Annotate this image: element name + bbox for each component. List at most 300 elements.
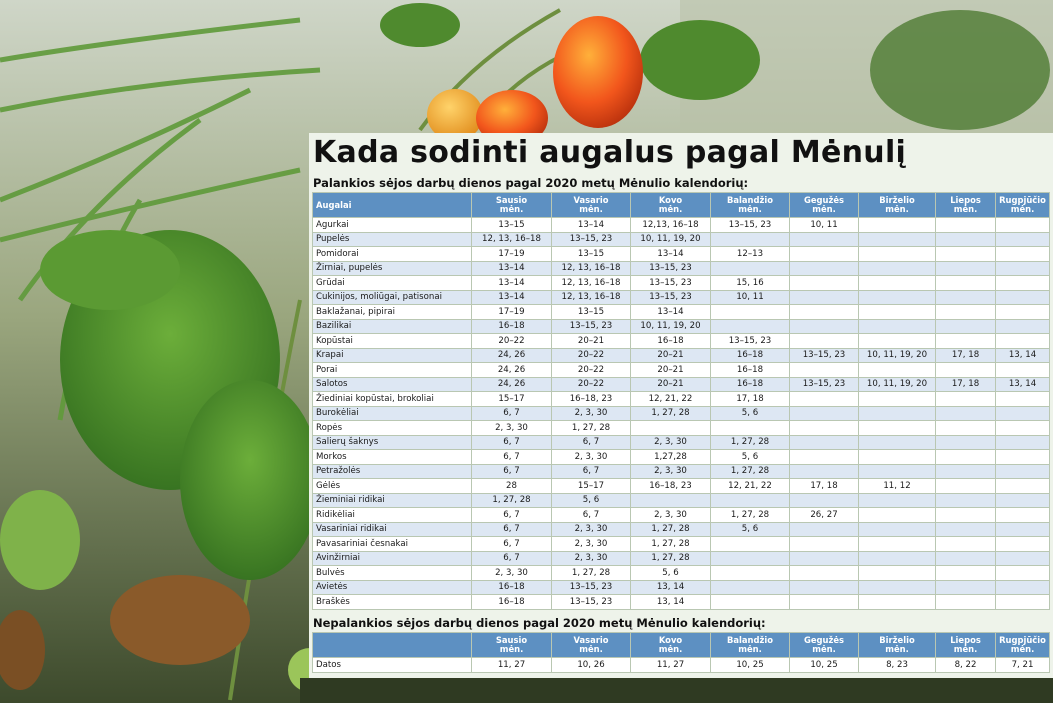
days-cell: 16–18 — [472, 595, 552, 610]
days-cell — [790, 493, 859, 508]
days-cell — [711, 566, 790, 581]
planting-calendar-poster — [309, 133, 1053, 678]
days-cell — [631, 421, 711, 436]
days-cell: 7, 21 — [996, 658, 1050, 673]
days-cell — [996, 232, 1050, 247]
days-cell — [996, 218, 1050, 233]
days-cell — [711, 537, 790, 552]
days-cell — [859, 450, 936, 465]
days-cell: 6, 7 — [472, 537, 552, 552]
days-cell: 1, 27, 28 — [472, 493, 552, 508]
days-cell — [859, 247, 936, 262]
plant-name-cell: Salierų šaknys — [313, 435, 472, 450]
days-cell — [711, 551, 790, 566]
days-cell — [859, 334, 936, 349]
plant-name-cell: Bulvės — [313, 566, 472, 581]
days-cell — [859, 551, 936, 566]
plant-name-cell: Morkos — [313, 450, 472, 465]
days-cell — [859, 537, 936, 552]
days-cell: 13–15, 23 — [631, 261, 711, 276]
days-cell: 20–22 — [552, 348, 631, 363]
days-cell — [790, 392, 859, 407]
days-cell — [859, 319, 936, 334]
table-row — [313, 435, 1050, 450]
days-cell — [936, 305, 996, 320]
days-cell: 12, 13, 16–18 — [552, 290, 631, 305]
days-cell: 1, 27, 28 — [711, 464, 790, 479]
days-cell: 13–15, 23 — [711, 334, 790, 349]
table-row — [313, 537, 1050, 552]
days-cell: 24, 26 — [472, 348, 552, 363]
days-cell — [631, 493, 711, 508]
days-cell — [996, 392, 1050, 407]
days-cell: 8, 23 — [859, 658, 936, 673]
days-cell: 6, 7 — [552, 435, 631, 450]
days-cell: 2, 3, 30 — [552, 551, 631, 566]
days-cell — [711, 261, 790, 276]
days-cell — [790, 232, 859, 247]
days-cell — [996, 363, 1050, 378]
days-cell — [859, 522, 936, 537]
days-cell: 13, 14 — [631, 580, 711, 595]
days-cell — [936, 247, 996, 262]
days-cell — [790, 261, 859, 276]
days-cell — [859, 406, 936, 421]
days-cell: 26, 27 — [790, 508, 859, 523]
days-cell: 6, 7 — [472, 435, 552, 450]
days-cell — [790, 421, 859, 436]
table-row — [313, 551, 1050, 566]
plant-name-cell: Salotos — [313, 377, 472, 392]
days-cell: 20–21 — [631, 348, 711, 363]
days-cell: 6, 7 — [552, 508, 631, 523]
days-cell: 10, 11, 19, 20 — [859, 377, 936, 392]
days-cell: 6, 7 — [472, 464, 552, 479]
table-row — [313, 406, 1050, 421]
column-header: Kovo mėn. — [631, 193, 711, 218]
days-cell — [790, 247, 859, 262]
plant-name-cell: Pavasariniai česnakai — [313, 537, 472, 552]
table-row — [313, 363, 1050, 378]
days-cell: 1, 27, 28 — [631, 522, 711, 537]
days-cell: 10, 26 — [552, 658, 631, 673]
days-cell: 13–15, 23 — [711, 218, 790, 233]
plant-name-cell: Pupelės — [313, 232, 472, 247]
days-cell — [711, 305, 790, 320]
days-cell — [790, 450, 859, 465]
plant-name-cell: Braškės — [313, 595, 472, 610]
days-cell: 2, 3, 30 — [472, 566, 552, 581]
days-cell — [996, 522, 1050, 537]
days-cell: 10, 11, 19, 20 — [631, 232, 711, 247]
days-cell — [790, 551, 859, 566]
days-cell — [790, 290, 859, 305]
days-cell: 16–18, 23 — [552, 392, 631, 407]
days-cell: 1, 27, 28 — [711, 508, 790, 523]
days-cell: 2, 3, 30 — [552, 406, 631, 421]
table-row — [313, 658, 1050, 673]
days-cell — [711, 319, 790, 334]
days-cell — [996, 290, 1050, 305]
days-cell — [711, 595, 790, 610]
days-cell — [936, 319, 996, 334]
table-row — [313, 232, 1050, 247]
days-cell — [936, 276, 996, 291]
column-header: Balandžio mėn. — [711, 193, 790, 218]
table-row — [313, 595, 1050, 610]
poster-title: Kada sodinti augalus pagal Mėnulį — [313, 135, 907, 170]
column-header: Gegužės mėn. — [790, 193, 859, 218]
days-cell: 13–15 — [552, 247, 631, 262]
days-cell: 13–14 — [472, 261, 552, 276]
days-cell: 20–22 — [552, 377, 631, 392]
table-row — [313, 392, 1050, 407]
days-cell: 16–18, 23 — [631, 479, 711, 494]
days-cell — [936, 508, 996, 523]
days-cell: 5, 6 — [711, 450, 790, 465]
days-cell: 15, 16 — [711, 276, 790, 291]
days-cell — [790, 334, 859, 349]
days-cell: 13–15, 23 — [552, 580, 631, 595]
days-cell — [790, 406, 859, 421]
days-cell — [936, 406, 996, 421]
plant-name-cell: Datos — [313, 658, 472, 673]
days-cell — [790, 464, 859, 479]
plant-name-cell: Avinžirniai — [313, 551, 472, 566]
days-cell — [790, 319, 859, 334]
column-header: Liepos mėn. — [936, 193, 996, 218]
days-cell — [936, 261, 996, 276]
days-cell: 13–14 — [552, 218, 631, 233]
days-cell: 20–22 — [552, 363, 631, 378]
days-cell: 20–22 — [472, 334, 552, 349]
days-cell — [859, 464, 936, 479]
table-row — [313, 247, 1050, 262]
plant-name-cell: Ropės — [313, 421, 472, 436]
days-cell: 5, 6 — [631, 566, 711, 581]
table-row — [313, 493, 1050, 508]
days-cell — [936, 363, 996, 378]
days-cell: 6, 7 — [472, 450, 552, 465]
days-cell: 1,27,28 — [631, 450, 711, 465]
days-cell: 13–15 — [472, 218, 552, 233]
plant-name-cell: Ridikėliai — [313, 508, 472, 523]
table-row — [313, 377, 1050, 392]
column-header: Sausio mėn. — [472, 633, 552, 658]
table-row — [313, 421, 1050, 436]
days-cell — [790, 276, 859, 291]
days-cell — [996, 551, 1050, 566]
days-cell: 13–15, 23 — [631, 276, 711, 291]
table-row — [313, 276, 1050, 291]
days-cell: 13–15, 23 — [552, 319, 631, 334]
days-cell: 17, 18 — [790, 479, 859, 494]
table-header-row — [313, 633, 1050, 658]
days-cell — [936, 450, 996, 465]
days-cell — [996, 319, 1050, 334]
days-cell — [859, 392, 936, 407]
days-cell: 6, 7 — [552, 464, 631, 479]
column-header: Rugpjūčio mėn. — [996, 193, 1050, 218]
days-cell: 10, 11 — [711, 290, 790, 305]
days-cell: 1, 27, 28 — [631, 551, 711, 566]
plant-name-cell: Žieminiai ridikai — [313, 493, 472, 508]
days-cell — [936, 566, 996, 581]
table-row — [313, 334, 1050, 349]
days-cell: 13, 14 — [996, 377, 1050, 392]
days-cell — [936, 551, 996, 566]
plant-name-cell: Burokėliai — [313, 406, 472, 421]
days-cell — [996, 479, 1050, 494]
days-cell: 20–21 — [631, 377, 711, 392]
days-cell — [859, 508, 936, 523]
days-cell — [859, 305, 936, 320]
days-cell: 11, 27 — [631, 658, 711, 673]
days-cell: 16–18 — [711, 377, 790, 392]
days-cell — [859, 595, 936, 610]
plant-name-cell: Krapai — [313, 348, 472, 363]
days-cell — [936, 580, 996, 595]
days-cell: 13–15, 23 — [790, 348, 859, 363]
days-cell — [859, 363, 936, 378]
days-cell — [790, 595, 859, 610]
column-header: Balandžio mėn. — [711, 633, 790, 658]
days-cell — [996, 406, 1050, 421]
table-row — [313, 508, 1050, 523]
days-cell: 12,13, 16–18 — [631, 218, 711, 233]
days-cell — [936, 334, 996, 349]
days-cell: 5, 6 — [552, 493, 631, 508]
days-cell: 17, 18 — [936, 348, 996, 363]
table-row — [313, 348, 1050, 363]
days-cell: 17, 18 — [936, 377, 996, 392]
days-cell: 2, 3, 30 — [552, 450, 631, 465]
column-header: Gegužės mėn. — [790, 633, 859, 658]
days-cell: 16–18 — [472, 580, 552, 595]
days-cell: 28 — [472, 479, 552, 494]
days-cell: 13–15, 23 — [552, 595, 631, 610]
days-cell: 2, 3, 30 — [552, 522, 631, 537]
days-cell: 1, 27, 28 — [631, 537, 711, 552]
days-cell: 10, 11, 19, 20 — [631, 319, 711, 334]
days-cell — [790, 305, 859, 320]
days-cell — [996, 464, 1050, 479]
days-cell: 1, 27, 28 — [552, 566, 631, 581]
favorable-days-table — [312, 192, 1050, 610]
days-cell: 20–21 — [631, 363, 711, 378]
days-cell: 16–18 — [631, 334, 711, 349]
days-cell — [711, 493, 790, 508]
table-row — [313, 290, 1050, 305]
days-cell: 13–14 — [472, 276, 552, 291]
days-cell — [996, 450, 1050, 465]
plant-name-cell: Cukinijos, moliūgai, patisonai — [313, 290, 472, 305]
days-cell: 17–19 — [472, 305, 552, 320]
days-cell: 13–15, 23 — [790, 377, 859, 392]
days-cell — [790, 580, 859, 595]
days-cell — [859, 290, 936, 305]
days-cell: 10, 11, 19, 20 — [859, 348, 936, 363]
plant-name-cell: Pomidorai — [313, 247, 472, 262]
column-header: Vasario mėn. — [552, 633, 631, 658]
days-cell: 13–14 — [472, 290, 552, 305]
days-cell: 5, 6 — [711, 522, 790, 537]
days-cell: 13, 14 — [631, 595, 711, 610]
days-cell: 16–18 — [472, 319, 552, 334]
plant-name-cell: Grūdai — [313, 276, 472, 291]
plant-name-cell: Kopūstai — [313, 334, 472, 349]
plant-name-cell: Porai — [313, 363, 472, 378]
days-cell: 6, 7 — [472, 406, 552, 421]
days-cell: 15–17 — [552, 479, 631, 494]
plant-name-cell: Žiediniai kopūstai, brokoliai — [313, 392, 472, 407]
days-cell — [936, 392, 996, 407]
days-cell: 8, 22 — [936, 658, 996, 673]
table-row — [313, 261, 1050, 276]
unfavorable-days-subtitle: Nepalankios sėjos darbų dienos pagal 2020 metų Mėnulio kalendorių: — [313, 616, 766, 630]
days-cell — [996, 595, 1050, 610]
table-row — [313, 450, 1050, 465]
favorable-days-subtitle: Palankios sėjos darbų dienos pagal 2020 metų Mėnulio kalendorių: — [313, 176, 749, 190]
days-cell — [996, 566, 1050, 581]
column-header: Rugpjūčio mėn. — [996, 633, 1050, 658]
days-cell — [936, 479, 996, 494]
days-cell: 10, 25 — [790, 658, 859, 673]
days-cell: 12, 13, 16–18 — [472, 232, 552, 247]
days-cell — [996, 580, 1050, 595]
days-cell: 6, 7 — [472, 508, 552, 523]
days-cell — [996, 537, 1050, 552]
days-cell — [996, 334, 1050, 349]
days-cell — [996, 493, 1050, 508]
column-header: Birželio mėn. — [859, 193, 936, 218]
days-cell: 2, 3, 30 — [552, 537, 631, 552]
plant-name-cell: Žirniai, pupelės — [313, 261, 472, 276]
days-cell — [859, 218, 936, 233]
days-cell: 2, 3, 30 — [631, 464, 711, 479]
plant-name-cell: Avietės — [313, 580, 472, 595]
days-cell: 11, 27 — [472, 658, 552, 673]
days-cell: 13–15, 23 — [552, 232, 631, 247]
days-cell: 15–17 — [472, 392, 552, 407]
days-cell — [996, 247, 1050, 262]
days-cell: 12, 13, 16–18 — [552, 276, 631, 291]
days-cell — [996, 305, 1050, 320]
days-cell — [790, 522, 859, 537]
days-cell: 13–14 — [631, 247, 711, 262]
days-cell — [859, 276, 936, 291]
plant-name-cell: Baklažanai, pipirai — [313, 305, 472, 320]
plant-name-cell: Petražolės — [313, 464, 472, 479]
column-header: Kovo mėn. — [631, 633, 711, 658]
days-cell — [859, 421, 936, 436]
days-cell — [936, 290, 996, 305]
days-cell: 10, 25 — [711, 658, 790, 673]
days-cell — [711, 232, 790, 247]
days-cell — [790, 566, 859, 581]
days-cell: 13–15 — [552, 305, 631, 320]
table-row — [313, 522, 1050, 537]
days-cell — [996, 261, 1050, 276]
days-cell — [859, 493, 936, 508]
days-cell: 1, 27, 28 — [711, 435, 790, 450]
days-cell — [936, 595, 996, 610]
days-cell — [936, 493, 996, 508]
days-cell — [996, 508, 1050, 523]
days-cell: 17, 18 — [711, 392, 790, 407]
column-header — [313, 633, 472, 658]
table-row — [313, 319, 1050, 334]
table-row — [313, 218, 1050, 233]
days-cell: 5, 6 — [711, 406, 790, 421]
days-cell: 24, 26 — [472, 363, 552, 378]
days-cell — [859, 261, 936, 276]
plant-name-cell: Vasariniai ridikai — [313, 522, 472, 537]
days-cell: 13–15, 23 — [631, 290, 711, 305]
days-cell: 17–19 — [472, 247, 552, 262]
days-cell: 12, 21, 22 — [711, 479, 790, 494]
column-header: Birželio mėn. — [859, 633, 936, 658]
days-cell — [859, 232, 936, 247]
table-row — [313, 479, 1050, 494]
days-cell — [936, 421, 996, 436]
days-cell: 2, 3, 30 — [631, 435, 711, 450]
days-cell: 2, 3, 30 — [472, 421, 552, 436]
days-cell: 16–18 — [711, 348, 790, 363]
days-cell — [790, 363, 859, 378]
days-cell — [711, 421, 790, 436]
column-header: Liepos mėn. — [936, 633, 996, 658]
days-cell: 16–18 — [711, 363, 790, 378]
days-cell: 6, 7 — [472, 522, 552, 537]
days-cell: 12–13 — [711, 247, 790, 262]
days-cell: 24, 26 — [472, 377, 552, 392]
days-cell — [936, 522, 996, 537]
days-cell: 11, 12 — [859, 479, 936, 494]
days-cell — [859, 435, 936, 450]
column-header: Sausio mėn. — [472, 193, 552, 218]
column-header: Vasario mėn. — [552, 193, 631, 218]
table-row — [313, 305, 1050, 320]
column-header: Augalai — [313, 193, 472, 218]
days-cell — [936, 218, 996, 233]
days-cell — [996, 421, 1050, 436]
days-cell — [936, 464, 996, 479]
unfavorable-days-table — [312, 632, 1050, 673]
days-cell — [936, 232, 996, 247]
days-cell: 2, 3, 30 — [631, 508, 711, 523]
table-row — [313, 464, 1050, 479]
days-cell — [859, 580, 936, 595]
days-cell: 13–14 — [631, 305, 711, 320]
days-cell: 1, 27, 28 — [631, 406, 711, 421]
days-cell — [996, 276, 1050, 291]
days-cell — [936, 435, 996, 450]
days-cell: 13, 14 — [996, 348, 1050, 363]
days-cell: 12, 21, 22 — [631, 392, 711, 407]
days-cell — [711, 580, 790, 595]
days-cell: 1, 27, 28 — [552, 421, 631, 436]
plant-name-cell: Agurkai — [313, 218, 472, 233]
table-row — [313, 566, 1050, 581]
days-cell — [936, 537, 996, 552]
days-cell: 12, 13, 16–18 — [552, 261, 631, 276]
days-cell: 20–21 — [552, 334, 631, 349]
days-cell — [790, 435, 859, 450]
table-row — [313, 580, 1050, 595]
days-cell — [859, 566, 936, 581]
days-cell — [790, 537, 859, 552]
